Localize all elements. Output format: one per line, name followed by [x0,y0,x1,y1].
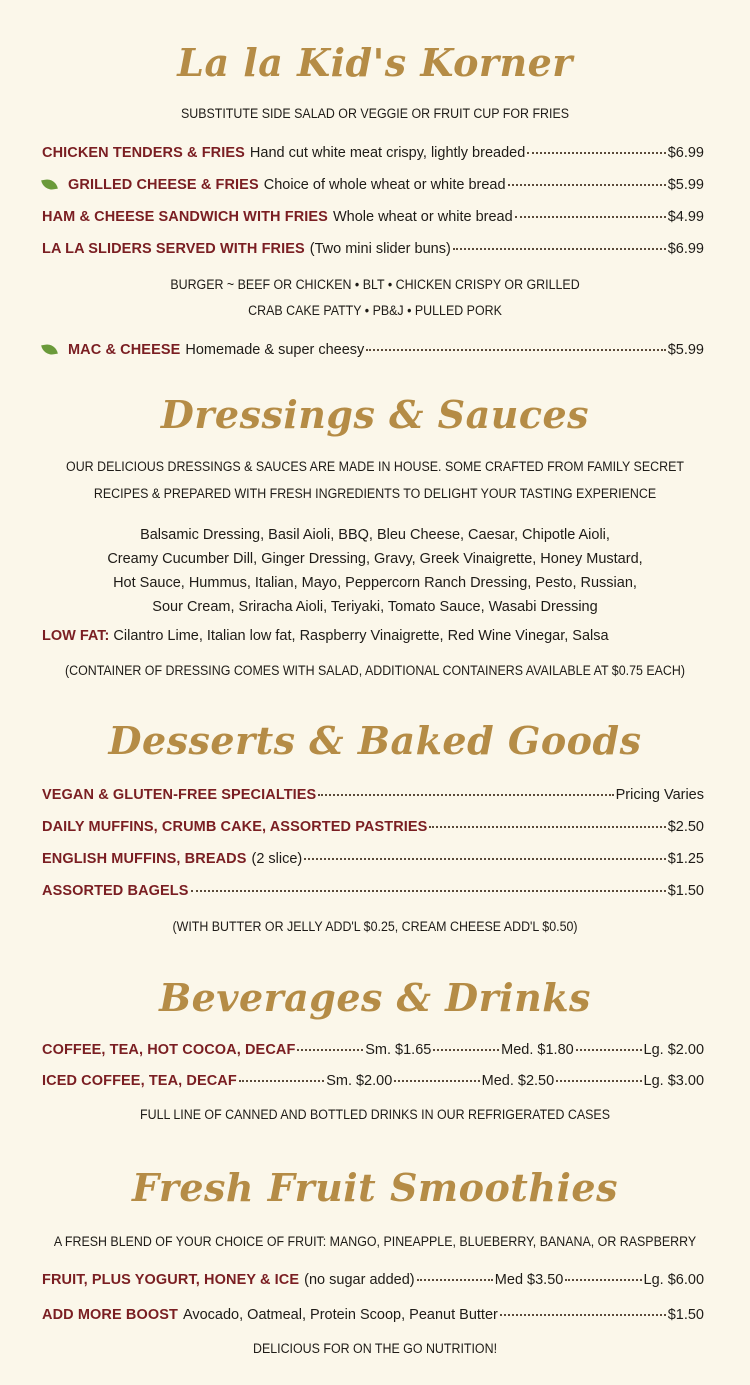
dot-leader [318,794,613,796]
dot-leader [394,1080,479,1082]
item-price: $5.99 [667,342,704,358]
item-description: Avocado, Oatmeal, Protein Scoop, Peanut Butter [182,1307,498,1323]
dressings-list-line: Sour Cream, Sriracha Aioli, Teriyaki, Tomato Sauce, Wasabi Dressing [152,599,598,615]
dot-leader [429,826,665,828]
item-description: Choice of whole wheat or white bread [263,177,506,193]
large-price: Lg. $3.00 [643,1073,705,1089]
dot-leader [297,1049,363,1051]
menu-item-row [42,883,704,905]
item-description: Hand cut white meat crispy, lightly breaded [249,145,526,161]
menu-item-row [42,1307,704,1329]
low-fat-label: LOW FAT: [42,628,110,644]
medium-price: Med. $1.80 [501,1042,574,1058]
menu-item-row [42,241,704,263]
item-price: $1.50 [667,1307,704,1323]
low-fat-line [42,628,609,644]
beverages-section-title: Beverages & Drinks [159,975,591,1020]
item-name: ENGLISH MUFFINS, BREADS [42,851,247,867]
slider-options-line: BURGER ~ BEEF OR CHICKEN • BLT • CHICKEN CRISPY OR GRILLED [170,277,580,292]
item-price: $1.50 [667,883,704,899]
low-fat-list: Cilantro Lime, Italian low fat, Raspberry Vinaigrette, Red Wine Vinegar, Salsa [113,628,609,644]
menu-item-row [42,1073,704,1095]
dot-leader [366,349,665,351]
dot-leader [433,1049,499,1051]
item-description: (Two mini slider buns) [309,241,451,257]
menu-item-row [42,209,704,231]
dressings-intro-line: RECIPES & PREPARED WITH FRESH INGREDIENTS TO DELIGHT YOUR TASTING EXPERIENCE [93,486,657,501]
item-name: FRUIT, PLUS YOGURT, HONEY & ICE [42,1272,300,1288]
dressings-section-title: Dressings & Sauces [160,392,590,437]
item-price: $4.99 [667,209,704,225]
dot-leader [515,216,666,218]
item-name: LA LA SLIDERS SERVED WITH FRIES [42,241,305,257]
menu-item-row [42,342,704,364]
desserts-section-title: Desserts & Baked Goods [108,718,642,763]
leaf-icon [41,343,58,356]
item-description: Homemade & super cheesy [185,342,365,358]
kids-substitute-note: SUBSTITUTE SIDE SALAD OR VEGGIE OR FRUIT CUP FOR FRIES [180,106,570,121]
dot-leader [527,152,665,154]
item-name: ICED COFFEE, TEA, DECAF [42,1073,237,1089]
beverages-note: FULL LINE OF CANNED AND BOTTLED DRINKS IN OUR REFRIGERATED CASES [140,1107,610,1122]
medium-price: Med $3.50 [494,1272,564,1288]
item-description: (2 slice) [251,851,303,867]
dot-leader [191,890,666,892]
dot-leader [508,184,666,186]
menu-item-row [42,1272,704,1294]
dot-leader [453,248,666,250]
dressings-list-line: Balsamic Dressing, Basil Aioli, BBQ, Bleu Cheese, Caesar, Chipotle Aioli, [140,527,610,543]
item-name: MAC & CHEESE [68,342,181,358]
item-name: GRILLED CHEESE & FRIES [68,177,259,193]
small-price: Sm. $2.00 [326,1073,393,1089]
dot-leader [500,1314,666,1316]
item-price: $2.50 [667,819,704,835]
large-price: Lg. $2.00 [643,1042,705,1058]
dressings-list-line: Creamy Cucumber Dill, Ginger Dressing, Gravy, Greek Vinaigrette, Honey Mustard, [107,551,643,567]
dot-leader [417,1279,493,1281]
small-price: Sm. $1.65 [365,1042,432,1058]
item-name: ADD MORE BOOST [42,1307,178,1323]
kids-section-title: La la Kid's Korner [177,40,573,85]
large-price: Lg. $6.00 [643,1272,705,1288]
menu-item-row [42,787,704,809]
slider-options-line: CRAB CAKE PATTY • PB&J • PULLED PORK [248,303,502,318]
dressings-list [40,523,710,619]
dot-leader [576,1049,642,1051]
item-name: ASSORTED BAGELS [42,883,189,899]
item-description: (no sugar added) [304,1272,415,1288]
smoothies-intro: A FRESH BLEND OF YOUR CHOICE OF FRUIT: MANGO, PINEAPPLE, BLUEBERRY, BANANA, OR RASPBERRY [53,1234,697,1249]
smoothies-footer: DELICIOUS FOR ON THE GO NUTRITION! [252,1341,498,1356]
dressings-intro-line: OUR DELICIOUS DRESSINGS & SAUCES ARE MADE IN HOUSE. SOME CRAFTED FROM FAMILY SECRET [66,459,684,474]
menu-item-row [42,177,704,199]
container-note: (CONTAINER OF DRESSING COMES WITH SALAD, ADDITIONAL CONTAINERS AVAILABLE AT $0.75 EACH) [65,663,685,678]
item-price: $6.99 [667,145,704,161]
item-name: VEGAN & GLUTEN-FREE SPECIALTIES [42,787,317,803]
item-price: $6.99 [667,241,704,257]
item-price: $1.25 [667,851,704,867]
item-name: DAILY MUFFINS, CRUMB CAKE, ASSORTED PASTRIES [42,819,428,835]
menu-item-row [42,1042,704,1064]
dot-leader [239,1080,324,1082]
medium-price: Med. $2.50 [481,1073,555,1089]
menu-item-row [42,819,704,841]
dot-leader [565,1279,641,1281]
item-description: Whole wheat or white bread [332,209,513,225]
item-name: HAM & CHEESE SANDWICH WITH FRIES [42,209,328,225]
item-name: CHICKEN TENDERS & FRIES [42,145,245,161]
item-name: COFFEE, TEA, HOT COCOA, DECAF [42,1042,296,1058]
item-price: $5.99 [667,177,704,193]
item-price: Pricing Varies [615,787,704,803]
menu-item-row [42,145,704,167]
dot-leader [556,1080,641,1082]
bagel-addon-note: (WITH BUTTER OR JELLY ADD'L $0.25, CREAM CHEESE ADD'L $0.50) [172,919,578,934]
dot-leader [304,858,665,860]
leaf-icon [41,178,58,191]
smoothies-section-title: Fresh Fruit Smoothies [132,1165,618,1210]
menu-item-row [42,851,704,873]
dressings-list-line: Hot Sauce, Hummus, Italian, Mayo, Peppercorn Ranch Dressing, Pesto, Russian, [113,575,637,591]
